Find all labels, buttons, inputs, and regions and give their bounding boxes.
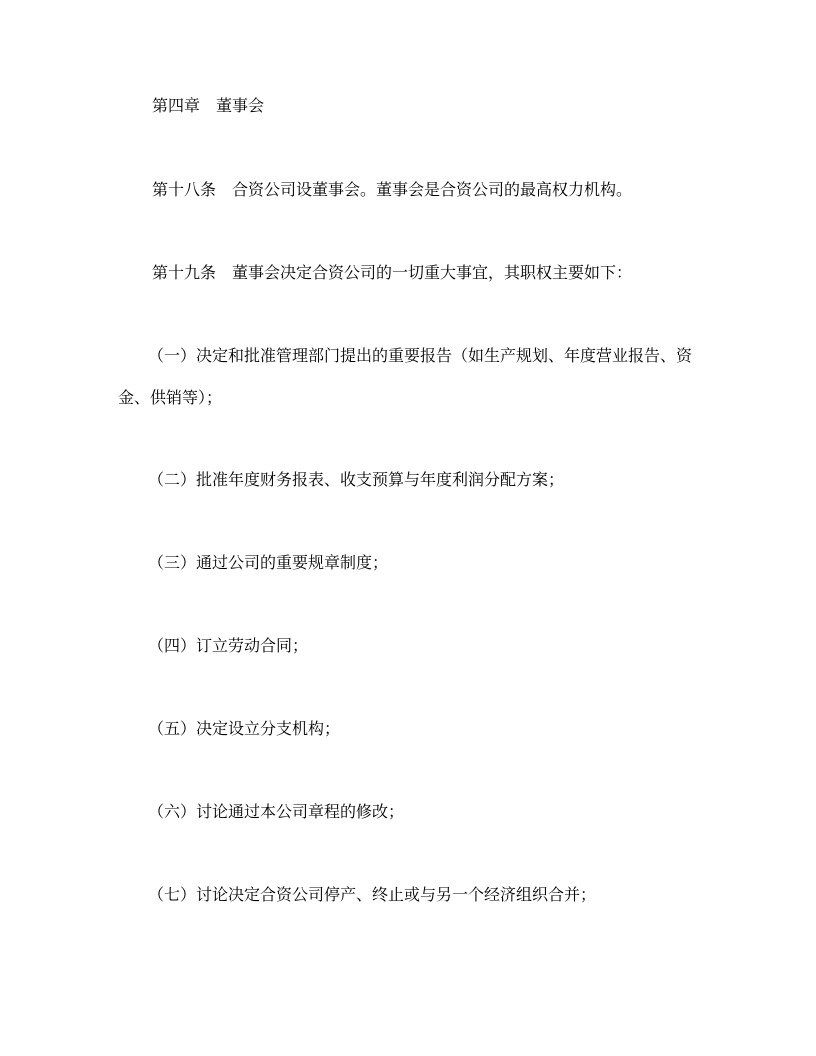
list-item-4: （四）订立劳动合同；: [148, 636, 309, 655]
list-item-6: （六）讨论通过本公司章程的修改；: [148, 802, 405, 821]
list-item-5: （五）决定设立分支机构；: [148, 719, 341, 738]
article-18-text: 合资公司设董事会。董事会是合资公司的最高权力机构。: [232, 180, 633, 199]
list-item-1-line-2: 金、供销等）；: [118, 388, 223, 407]
list-item-1-line-1: （一）决定和批准管理部门提出的重要报告（如生产规划、年度营业报告、资: [148, 346, 693, 365]
chapter-title: 董事会: [216, 96, 265, 115]
article-19-number: 第十九条: [152, 263, 217, 282]
article-18: [152, 180, 632, 200]
list-item-3: （三）通过公司的重要规章制度；: [148, 553, 389, 572]
article-19-text: 董事会决定合资公司的一切重大事宜，其职权主要如下：: [232, 263, 633, 282]
article-18-number: 第十八条: [152, 180, 217, 199]
list-item-7: （七）讨论决定合资公司停产、终止或与另一个经济组织合并；: [148, 885, 597, 904]
chapter-heading: [152, 96, 264, 116]
chapter-number: 第四章: [152, 96, 201, 115]
article-19: [152, 263, 632, 283]
list-item-2: （二）批准年度财务报表、收支预算与年度利润分配方案；: [148, 470, 565, 489]
